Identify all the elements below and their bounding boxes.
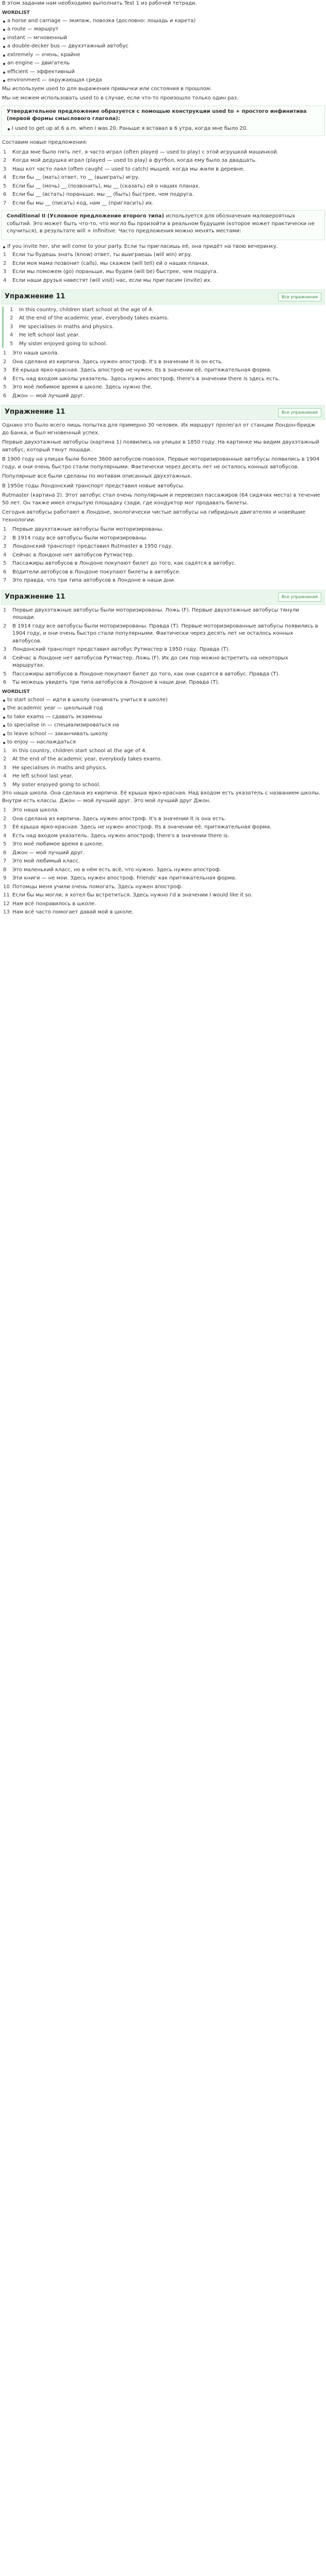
answer-list	[0, 350, 326, 400]
list-item: a route — маршрут	[0, 26, 326, 33]
list-item: 12 Нам всё понравилось в школе.	[3, 901, 96, 907]
answer-list	[0, 149, 326, 208]
paragraph: В 1900 году на улицах были более 3600 автобусов-повозок. Первые моторизированные автобусы появились в 1904 году, и они очень быстро стали популярными. Фактически через десять лет не осталось конных автобусов.	[2, 456, 320, 470]
bullet-icon	[3, 46, 5, 48]
bullet-icon	[3, 725, 5, 727]
answer-list	[0, 807, 326, 917]
bullet-icon	[3, 742, 5, 744]
bullet-icon	[3, 700, 5, 702]
wordlist-title: WORDLIST	[2, 689, 30, 694]
list-item: 10 Потомцы меня учили очень помогать. Здесь нужен апостроф.	[3, 884, 183, 890]
bullet-icon	[3, 38, 5, 40]
list-item: a horse and carriage — экипаж, повозка (дословно: лошадь и карета)	[0, 18, 326, 25]
paragraph: В 1950е годы Лондонский транспорт представил новые автобусы.	[2, 483, 185, 489]
list-item: 5 Если бы __ (мочь) __ (позвонить), мы __ (сказать) ей о наших планах.	[3, 183, 200, 189]
bullet-icon	[3, 72, 5, 74]
list-item: 1 In this country, children start school at the age of 4.	[3, 748, 147, 754]
list-item: environment — окружающая среда	[0, 77, 326, 84]
rule-text: Утвердительное предложение образуется с помощью конструкции used to + простого инфинитива (первой формы смыслового глагола):	[7, 108, 307, 122]
answer-list	[0, 526, 326, 585]
list-item: 8 Это маленький класс, но в нём есть всё, что нужно. Здесь нужен апостроф.	[3, 867, 221, 873]
list-item: 2 Когда мой дедушка играл (played — used to play) в футбол, когда ему было за двадцать.	[3, 158, 257, 164]
exercise-header	[1, 590, 325, 605]
all-exercises-button[interactable]: Все упражнения	[278, 293, 321, 302]
list-item: 11 Если бы мы могли, я хотел бы встретиться. Здесь нужно I'd в значении I would like it so.	[3, 892, 253, 899]
list-item: 2 Она сделана из кирпича. Здесь нужен апостроф. It's в значении It is она есть.	[3, 816, 226, 822]
paragraph: Rutmaster (картина 2). Этот автобус стал очень популярным и перевозил пассажиров (64 сидячих места) в течение 50 лет. Он также имел открытую площадку сзади, где кондуктор мог продавать билеты.	[2, 493, 320, 506]
list-item: 4 Если наши друзья навестят (will visit) нас, если мы пригласим (invite) их.	[3, 277, 212, 283]
list-item: 3 Лондонский транспорт представил Rutmaster в 1950 году.	[3, 544, 173, 550]
list-item: 3 Если мы поможем (go) пораньше, мы будем (will be) быстрее, чем подруга.	[3, 269, 218, 275]
list-item: 1 Первые двухэтажные автобусы были моторизированы. Ложь (F). Первые двухэтажные автобусы тянули лошади.	[3, 607, 299, 621]
exercise-title: Упражнение 11	[5, 408, 66, 416]
list-item: 4 Если бы __ (мать) ответ, то __ (выиграть) игру.	[3, 175, 140, 181]
paragraph: Сегодня автобусы работают в Лондоне, экологически чистые автобусы на гибридных двигателях и новейшие технологии.	[2, 510, 305, 523]
list-item: 6 Ты можешь увидеть три типа автобусов в Лондоне в наши дни. Правда (T).	[3, 680, 220, 686]
list-item: 1 In this country, children start school at the age of 4.	[10, 307, 154, 313]
list-item: 2 Она сделана из кирпича. Здесь нужен апостроф. It's в значении It is он есть.	[3, 359, 223, 365]
list-item: 1 Когда мне было пять лет, я часто играл (often played — used to play) с этой игрушкой машинкой.	[3, 149, 279, 155]
list-item: 5 Это моё любимое время в школе. Здесь нужно the.	[3, 384, 152, 391]
list-item: 6 Если бы __ (встать) пораньше, мы __ (быть) быстрее, чем подруга.	[3, 192, 194, 198]
bullet-icon	[8, 128, 10, 130]
list-item: a double-decker bus — двухэтажный автобус	[0, 43, 326, 50]
list-item: 1 Это наша школа.	[3, 350, 59, 357]
list-item: 9 Эти книги — не мои. Здесь нужен апостроф. Friends' как притяжательная форма.	[3, 875, 237, 882]
list-item: to start school — идти в школу (начинать учиться в школе)	[0, 697, 326, 704]
exercise-title: Упражнение 11	[5, 293, 66, 301]
paragraph: Первые двухэтажные автобусы (картина 1) появились на улицах в 1850 году. На картинке мы видим двухэтажный автобус, который тянут лошади.	[2, 439, 319, 453]
list-item: 7 Это правда, что три типа автобусов в Лондоне в наши дни.	[3, 578, 176, 584]
bullet-icon	[3, 21, 5, 23]
bullet-icon	[3, 29, 5, 31]
list-item: 4 He left school last year.	[10, 332, 80, 338]
answer-list	[0, 607, 326, 687]
bullet-icon	[3, 63, 5, 65]
list-item: 6 Джон — мой лучший друг.	[3, 850, 85, 856]
list-item: 4 Сейчас в Лондоне нет автобусов Рутмастер. Ложь (F). Их до сих пор можно встретить на некоторых маршрутах.	[3, 655, 288, 669]
paragraph: Это наша школа. Она сделана из кирпича. Её крыша ярко-красная. Над входом есть указатель с названием школы. Внутри есть классы. Джон — мой лучший друг. Это мой лучший друг Джон.	[2, 790, 321, 804]
list-item: instant — мгновенный	[0, 35, 326, 42]
list-item: 2 At the end of the academic year, everybody takes exams.	[3, 756, 162, 762]
bullet-icon	[3, 708, 5, 710]
list-item: 2 Если моя мама позвонит (calls), мы скажем (will tell) ей о наших планах.	[3, 260, 209, 266]
list-item: 6 Водители автобусов в Лондоне покупают билеты в автобусе.	[3, 569, 181, 575]
example-item: If you invite her, she will come to your party. Если ты пригласишь её, она придёт на твою вечеринку.	[0, 243, 326, 251]
example-item: I used to get up at 6 a.m. when I was 20. Раньше я вставал в 6 утра, когда мне было 20.	[5, 125, 321, 133]
list-item: 3 Наш кот часто лаял (often caught — used to catch) мышей, когда мы жили в деревне.	[3, 166, 245, 172]
list-item: 7 Если бы мы __ (писать) код, нам __ (пригласить) их.	[3, 200, 154, 206]
list-item: 5 Пассажиры автобусов в Лондоне покупают билет до того, как они садятся в автобус. Правда (T).	[3, 671, 280, 677]
list-item: to enjoy — наслаждаться	[0, 739, 326, 747]
list-item: 3 He specialises in maths and physics.	[10, 324, 114, 330]
all-exercises-button[interactable]: Все упражнения	[278, 592, 321, 602]
list-item: 2 В 1914 году все автобусы были моторизированы.	[3, 535, 148, 541]
list-item: 3 Лондонский транспорт представил автобус Рутмастер в 1950 году. Правда (T).	[3, 647, 230, 653]
exercise-header	[1, 290, 325, 304]
list-item: 5 My sister enjoyed going to school.	[10, 341, 107, 347]
list-item: 1 Первые двухэтажные автобусы были моторизированы.	[3, 527, 164, 533]
list-item: 13 Нам всё часто помогает давай мой в школе.	[3, 909, 134, 916]
list-item: 4 Есть над входом указатель. Здесь нужен апостроф, there's в значении there is.	[3, 833, 230, 839]
list-item: 3 Её крыша ярко-красная. Здесь не нужен апостроф. Its в значении её, притяжательная форма.	[3, 824, 272, 831]
list-item: efficient — эффективный	[0, 69, 326, 76]
list-item: 4 Есть над входом школы указатель. Здесь нужен апостроф, there's в значении there is здесь есть.	[3, 376, 280, 382]
all-exercises-button[interactable]: Все упражнения	[278, 408, 321, 417]
list-item: 4 He left school last year.	[3, 773, 73, 779]
list-item: to specialise in — специализироваться на	[0, 722, 326, 730]
rule-box	[1, 106, 325, 137]
list-item: 1 Если ты будешь знать (know) ответ, ты выиграешь (will win) игру.	[3, 252, 193, 258]
page	[0, 0, 326, 918]
list-item: to leave school — заканчивать школу	[0, 731, 326, 738]
bullet-icon	[3, 717, 5, 719]
list-item: 5 Это моё любимое время в школе.	[3, 841, 104, 848]
answer-list	[0, 251, 326, 284]
rule-text: Мы не можем использовать used to в случае, если что-то произошло только один раз.	[2, 95, 239, 101]
exercise-header	[1, 405, 325, 420]
list-item: 4 Сейчас в Лондоне нет автобусов Рутмастер.	[3, 552, 134, 558]
rule-text: Составим новые предложения:	[2, 140, 88, 146]
bullet-icon	[3, 55, 5, 57]
bullet-icon	[3, 246, 5, 248]
list-item: the academic year — школьный год	[0, 705, 326, 713]
list-item: 5 My sister enjoyed going to school.	[3, 782, 101, 788]
wordlist	[0, 697, 326, 747]
wordlist-title: WORDLIST	[2, 10, 30, 15]
rule-box	[1, 210, 325, 240]
bullet-icon	[3, 734, 5, 736]
rule-text: Мы используем used to для выражения привычки или состояния в прошлом.	[2, 86, 212, 92]
bullet-icon	[3, 80, 5, 82]
list-item: 2 В 1914 году все автобусы были моторизированы. Правда (T). Первые моторизированные автобусы появились в 1904 году, и они очень быстро стали популярными. Фактически через десять лет не осталось конных автобусов.	[3, 623, 318, 644]
wordlist	[0, 18, 326, 84]
answer-list	[0, 748, 326, 789]
list-item: 6 Джон — мой лучший друг.	[3, 393, 85, 399]
paragraph: Популярные все были сделаны по мотивам описанных двухэтажных.	[2, 473, 192, 480]
list-item: 3 Её крыша ярко-красная. Здесь апостроф не нужен. Its в значении её, притяжательная форма.	[3, 367, 272, 374]
rule-text: Conditional II (Условное предложение второго типа) используется для обозначения маловероятных событий. Это может быть что-то, что могло бы произойти в реальном будущем (которое может практически не случиться), в результате will + infinitive. Часто предложения можно менять местами:	[7, 213, 315, 234]
list-item: 2 At the end of the academic year, everybody takes exams.	[10, 315, 169, 321]
list-item: to take exams — сдавать экзамены	[0, 714, 326, 721]
list-item: 1 Это наша школа.	[3, 807, 59, 814]
list-item: 7 Это мой любимый класс.	[3, 858, 80, 865]
list-item: an engine — двигатель	[0, 60, 326, 67]
intro-text: В этом задании нам необходимо выполнить Test 1 из рабочей тетради.	[2, 1, 197, 6]
list-item: extremely — очень, крайне	[0, 52, 326, 59]
exercise-title: Упражнение 11	[5, 592, 66, 601]
list-item: 5 Пассажиры автобусов в Лондоне покупают билет до того, как садятся в автобус.	[3, 561, 236, 567]
list-item: 3 He specialises in maths and physics.	[3, 765, 107, 771]
paragraph: Однако это было всего лишь попытка для примерно 30 человек. Их маршрут пролегал от станции Лондон-бридж до Банка, и был мгновенный успех.	[2, 422, 316, 436]
answer-list	[2, 307, 325, 348]
